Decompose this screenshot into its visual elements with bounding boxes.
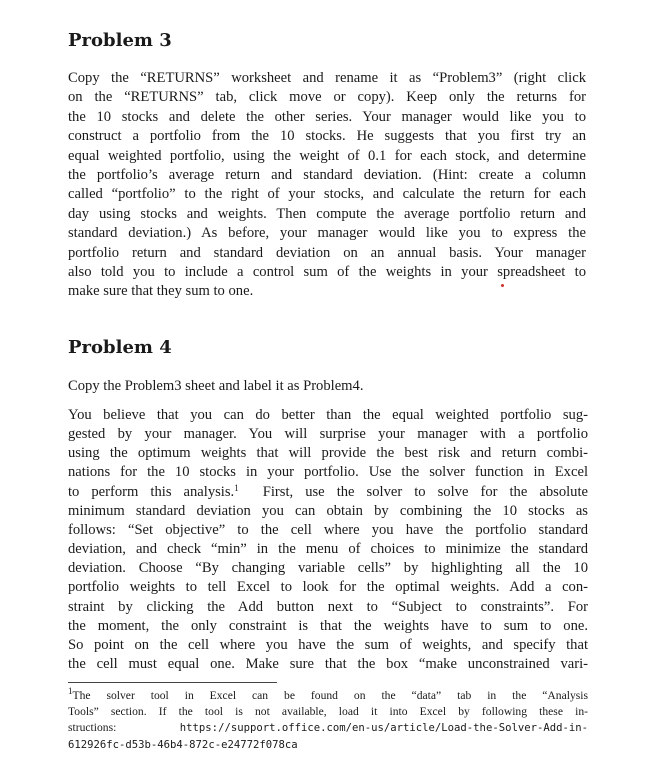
problem3-line: equal weighted portfolio, using the weight of 0.1 for each stock, and determine <box>68 147 586 164</box>
footnote-line <box>68 688 588 704</box>
problem3-line: the portfolio’s average return and standard deviation. (Hint: create a column <box>68 167 586 184</box>
footnote-divider <box>68 682 277 683</box>
problem4-heading: Problem 4 <box>68 337 172 358</box>
problem4-line-tail: First, use the solver to solve for the absolute <box>262 483 588 500</box>
problem4-line-with-footnote <box>68 483 588 502</box>
problem3-line: standard deviation.) As before, your manager would like you to express the <box>68 225 586 242</box>
footnote-line3-prefix: structions: <box>68 721 180 735</box>
footnote-line <box>68 720 588 736</box>
problem4-line: nations for the 10 stocks in your portfolio. Use the solver function in Excel <box>68 464 588 481</box>
problem4-line: follows: “Set objective” to the cell where you have the portfolio standard <box>68 521 588 538</box>
problem4-line: So point on the cell where you have the sum of weights, and specify that <box>68 636 588 653</box>
problem3-line: day using stocks and weights. Then compute the average portfolio return and <box>68 205 586 222</box>
footnote-url-link[interactable]: https://support.office.com/en-us/article/Load-the-Solver-Add-in- <box>179 722 588 735</box>
footnote <box>68 688 588 753</box>
problem3-line: on the “RETURNS” tab, click move or copy). Keep only the returns for <box>68 89 586 106</box>
problem4-intro <box>68 377 588 396</box>
problem3-line: the 10 stocks and delete the other series. Your manager would like you to <box>68 108 586 125</box>
footnote-line1: The solver tool in Excel can be found on the “data” tab in the “Analysis <box>72 689 588 702</box>
problem3-line: make sure that they sum to one. <box>68 283 254 300</box>
footnote-line <box>68 737 588 753</box>
problem4-line: You believe that you can do better than the equal weighted portfolio sug- <box>68 407 588 423</box>
problem4-line: deviation. Choose “By changing variable cells” by highlighting all the 10 <box>68 560 588 577</box>
problem3-line: construct a portfolio from the 10 stocks. He suggests that you first try an <box>68 128 586 145</box>
problem4-line: the moment, the only constraint is that the weights have to sum to one. <box>68 617 588 634</box>
problem4-line: the cell must equal one. Make sure that the box “make unconstrained vari- <box>68 656 588 673</box>
problem4-line: gested by your manager. You will surprise your manager with a portfolio <box>68 426 588 443</box>
red-dot-mark <box>501 284 504 287</box>
problem3-line: also told you to include a control sum of the weights in your spreadsheet to <box>68 264 586 281</box>
problem4-intro-text: Copy the Problem3 sheet and label it as Problem4. <box>68 378 364 394</box>
problem4-paragraph <box>68 406 588 674</box>
footnote-marker: 1 <box>68 686 73 696</box>
problem4-line: using the optimum weights that will provide the best risk and return combi- <box>68 445 588 462</box>
problem4-line: minimum standard deviation you can obtain by combining the 10 stocks as <box>68 502 588 519</box>
footnote-line2: Tools” section. If the tool is not available, load it into Excel by following these in- <box>68 705 588 719</box>
problem4-line: deviation, and check “min” in the menu of choices to minimize the standard <box>68 541 588 558</box>
problem4-line-start: to perform this analysis. <box>68 483 235 500</box>
footnote-ref-marker: 1 <box>234 482 239 493</box>
problem4-line: straint by clicking the Add button next to “Subject to constraints”. For <box>68 598 588 615</box>
problem3-heading: Problem 3 <box>68 30 172 51</box>
footnote-url-link-continued[interactable]: 612926fc-d53b-46b4-872c-e24772f078ca <box>68 738 298 751</box>
problem3-line: Copy the “RETURNS” worksheet and rename it as “Problem3” (right click <box>68 70 586 86</box>
problem3-line: portfolio return and standard deviation on an annual basis. Your manager <box>68 244 586 261</box>
problem3-paragraph <box>68 69 586 302</box>
problem4-line: portfolio weights to tell Excel to look for the optimal weights. Add a con- <box>68 579 588 596</box>
problem3-line: called “portfolio” to the right of your stocks, and calculate the return for each <box>68 186 586 203</box>
